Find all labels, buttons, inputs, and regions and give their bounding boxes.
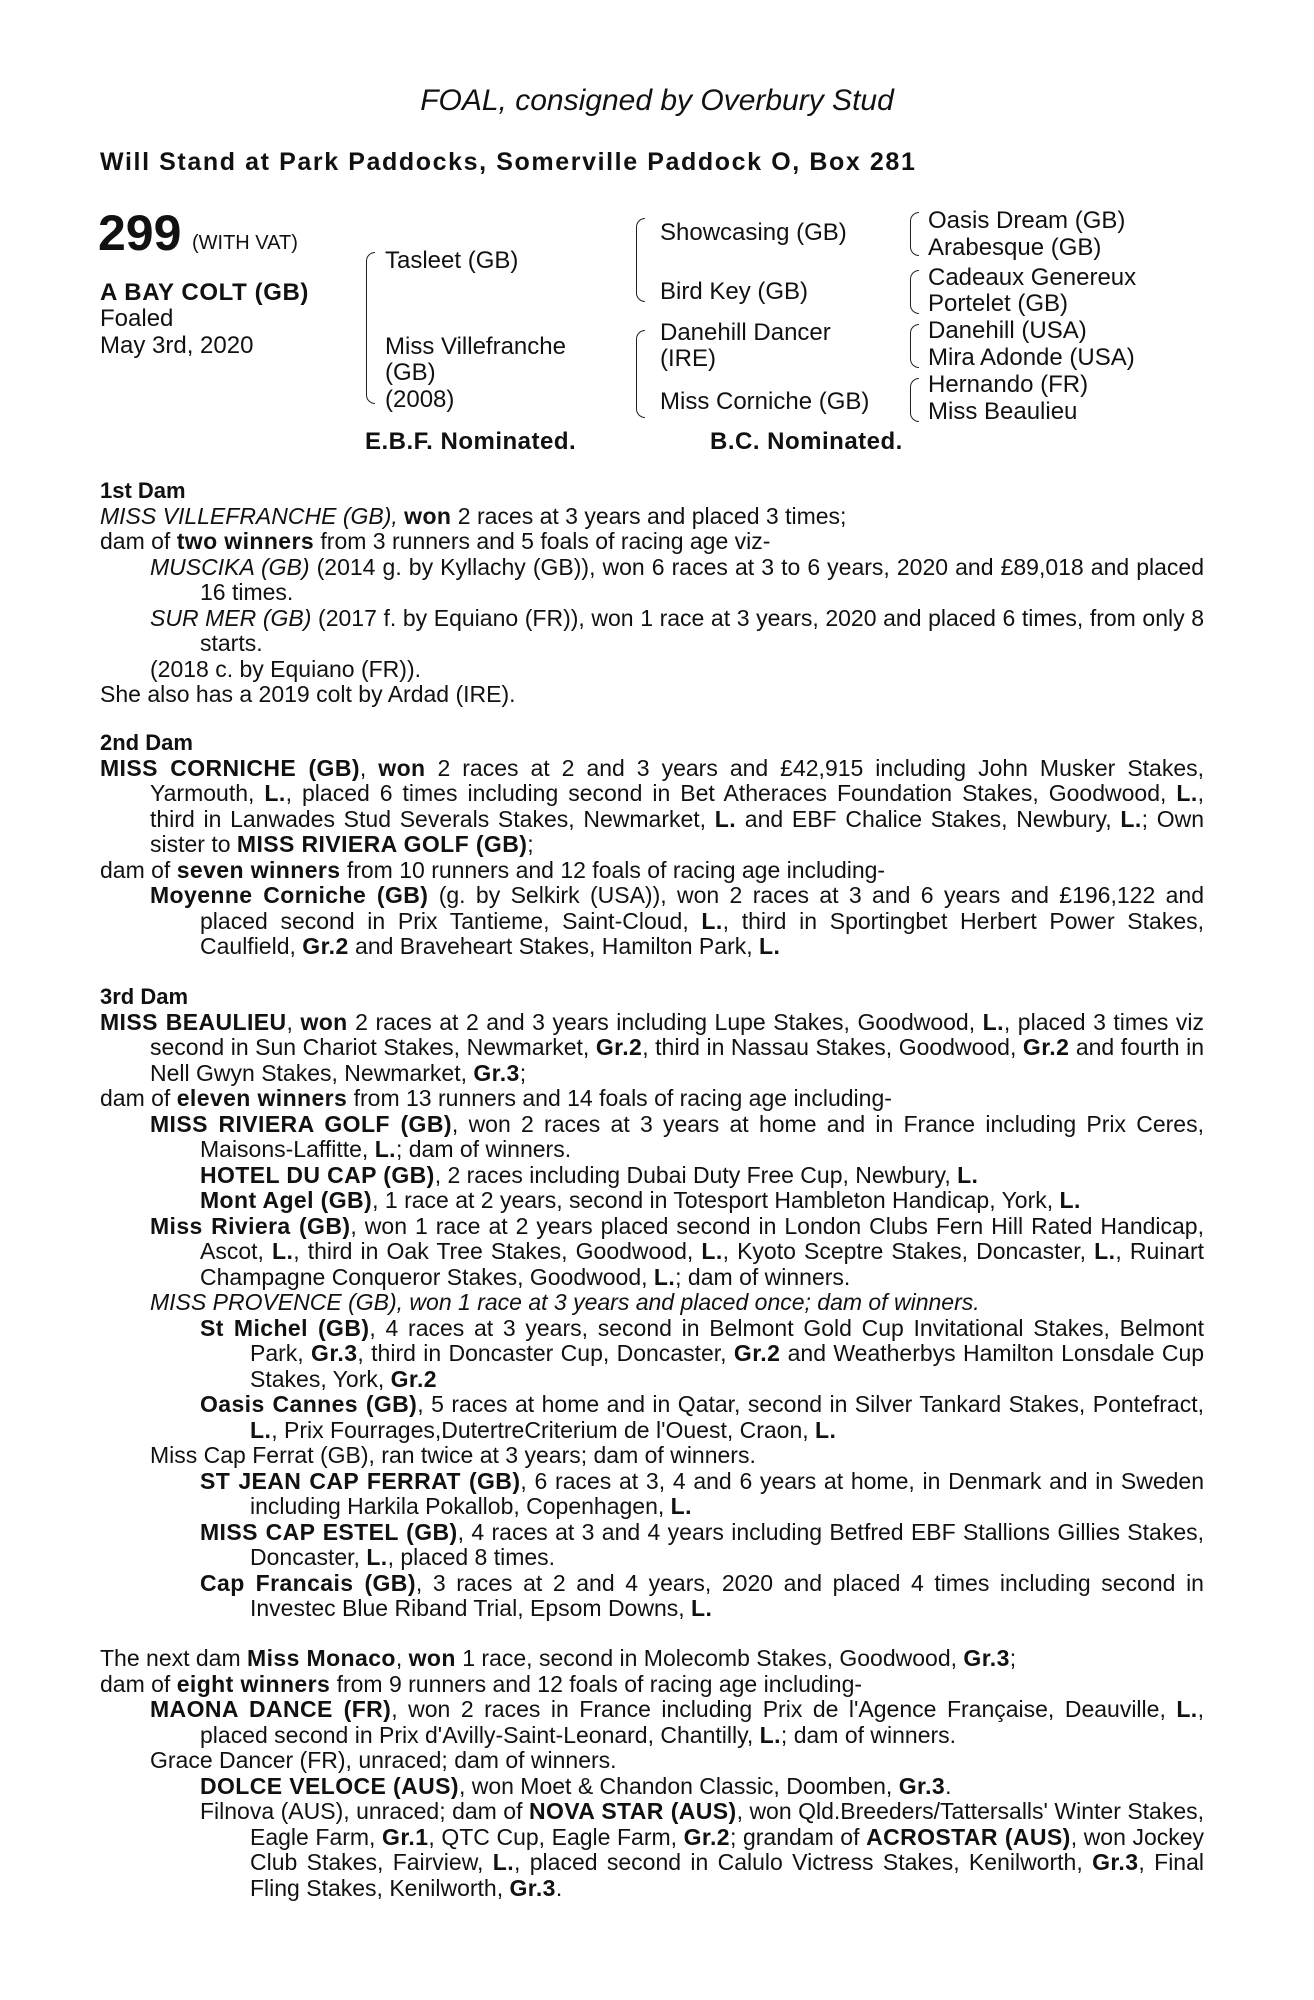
first-dam-heading: 1st Dam xyxy=(100,478,186,503)
produce-entry: DOLCE VELOCE (AUS), won Moet & Chandon Classic, Doomben, Gr.3. xyxy=(200,1772,952,1799)
produce-entry: Cap Francais (GB), 3 races at 2 and 4 years, 2020 and placed 4 times including second in Investec Blue Riband Trial, Epsom Downs, L. xyxy=(200,1569,1204,1621)
produce-entry: MISS PROVENCE (GB), won 1 race at 3 years and placed once; dam of winners. xyxy=(150,1289,980,1315)
catalogue-title: FOAL, consigned by Overbury Stud xyxy=(420,84,894,117)
produce-entry: Grace Dancer (FR), unraced; dam of winners. xyxy=(150,1747,617,1773)
first-dam-section: 1st Dam MISS VILLEFRANCHE (GB), won 2 races at 3 years and placed 3 times; dam of two winners from 3 runners and 5 foals of racing age viz- MUSCIKA (GB) (2014 g. by Kyllachy (GB)), won 6 races at 3 to 6 years, 2020 and £89,018 and placed 16 times. SUR MER (GB) (2017 f. by Equiano (FR)), won 1 race at 3 years, 2020 and placed 6 times, from only 8 starts. (2018 c. by Equiano (FR)). She also has a 2019 colt by Ardad (IRE). xyxy=(100,478,1205,707)
second-dam-section: 2nd Dam MISS CORNICHE (GB), won 2 races at 2 and 3 years and £42,915 including John Musker Stakes, Yarmouth, L., placed 6 times including second in Bet Atheraces Foundation Stakes, Goodwood, L., third in Lanwades Stud Severals Stakes, Newmarket, L. and EBF Chalice Stakes, Newbury, L.; Own sister to MISS RIVIERA GOLF (GB); dam of seven winners from 10 runners and 12 foals of racing age including- Moyenne Corniche (GB) (g. by Selkirk (USA)), won 2 races at 3 and 6 years and £196,122 and placed second in Prix Tantieme, Saint-Cloud, L., third in Sportingbet Herbert Power Stakes, Caulfield, Gr.2 and Braveheart Stakes, Hamilton Park, L. xyxy=(100,730,1205,959)
second-dam-heading: 2nd Dam xyxy=(100,730,193,755)
produce-entry: Moyenne Corniche (GB) (g. by Selkirk (USA)), won 2 races at 3 and 6 years and £196,122 and placed second in Prix Tantieme, Saint-Cloud, L., third in Sportingbet Herbert Power Stakes, Caulfield, Gr.2 and Braveheart Stakes, Hamilton Park, L. xyxy=(150,882,1204,959)
produce-entry: Oasis Cannes (GB), 5 races at home and in Qatar, second in Silver Tankard Stakes, Pontefract, L., Prix Fourrages,DutertreCriterium de l'Ouest, Craon, L. xyxy=(200,1391,1204,1443)
foaled-label: Foaled xyxy=(100,305,174,332)
lot-description: A BAY COLT (GB) xyxy=(100,279,310,306)
pedigree-sd-dam: Portelet (GB) xyxy=(928,290,1069,317)
vat-note: (WITH VAT) xyxy=(192,232,298,254)
pedigree-sire: Tasleet (GB) xyxy=(385,247,519,274)
ebf-nominated: E.B.F. Nominated. xyxy=(365,428,577,455)
pedigree-brace-7 xyxy=(910,378,919,422)
pedigree-brace-1 xyxy=(366,252,375,404)
pedigree-brace-4 xyxy=(910,212,919,256)
first-dam-name: MISS VILLEFRANCHE (GB), xyxy=(100,502,398,529)
foaled-date: May 3rd, 2020 xyxy=(100,332,254,359)
second-dam-name: MISS CORNICHE (GB) xyxy=(100,754,360,781)
bc-nominated: B.C. Nominated. xyxy=(710,428,903,455)
produce-entry: Miss Cap Ferrat (GB), ran twice at 3 years; dam of winners. xyxy=(150,1442,756,1468)
pedigree-brace-6 xyxy=(910,324,919,368)
pedigree-sire-dam: Bird Key (GB) xyxy=(660,278,809,305)
produce-entry: Mont Agel (GB), 1 race at 2 years, second in Totesport Hambleton Handicap, York, L. xyxy=(200,1187,1081,1213)
pedigree-dam-dam: Miss Corniche (GB) xyxy=(660,388,870,415)
pedigree-ss-dam: Arabesque (GB) xyxy=(928,234,1102,261)
third-dam-name: MISS BEAULIEU xyxy=(100,1008,287,1035)
pedigree-ds-sire: Danehill (USA) xyxy=(928,317,1087,344)
lot-number: 299 xyxy=(98,205,182,261)
pedigree-dd-sire: Hernando (FR) xyxy=(928,371,1089,398)
pedigree-ss-sire: Oasis Dream (GB) xyxy=(928,207,1126,234)
produce-entry: MISS CAP ESTEL (GB), 4 races at 3 and 4 years including Betfred EBF Stallions Gillies Stakes, Doncaster, L., placed 8 times. xyxy=(200,1518,1205,1570)
produce-entry: MAONA DANCE (FR), won 2 races in France including Prix de l'Agence Française, Deauville, L., placed second in Prix d'Avilly-Saint-Leonard, Chantilly, L.; dam of winners. xyxy=(150,1696,1204,1748)
next-dam-name: Miss Monaco xyxy=(247,1645,396,1671)
produce-entry: SUR MER (GB) (2017 f. by Equiano (FR)), won 1 race at 3 years, 2020 and placed 6 times, from only 8 starts. xyxy=(150,604,1205,656)
produce-entry: ST JEAN CAP FERRAT (GB), 6 races at 3, 4 and 6 years at home, in Denmark and in Sweden including Harkila Pokallob, Copenhagen, L. xyxy=(200,1467,1205,1519)
pedigree-sd-sire: Cadeaux Genereux xyxy=(928,264,1137,291)
next-dam-section: The next dam Miss Monaco, won 1 race, second in Molecomb Stakes, Goodwood, Gr.3; dam of eight winners from 9 runners and 12 foals of racing age including- MAONA DANCE (FR), won 2 races in France including Prix de l'Agence Française, Deauville, L., placed second in Prix d'Avilly-Saint-Leonard, Chantilly, L.; dam of winners. Grace Dancer (FR), unraced; dam of winners. DOLCE VELOCE (AUS), won Moet & Chandon Classic, Doomben, Gr.3. Filnova (AUS), unraced; dam of NOVA STAR (AUS), won Qld.Breeders/Tattersalls' Winter Stakes, Eagle Farm, Gr.1, QTC Cup, Eagle Farm, Gr.2; grandam of ACROSTAR (AUS), won Jockey Club Stakes, Fairview, L., placed second in Calulo Victress Stakes, Kenilworth, Gr.3, Final Fling Stakes, Kenilworth, Gr.3. xyxy=(100,1645,1205,1901)
produce-entry: Filnova (AUS), unraced; dam of NOVA STAR (AUS), won Qld.Breeders/Tattersalls' Winter Stakes, Eagle Farm, Gr.1, QTC Cup, Eagle Farm, Gr.2; grandam of ACROSTAR (AUS), won Jockey Club Stakes, Fairview, L., placed second in Calulo Victress Stakes, Kenilworth, Gr.3, Final Fling Stakes, Kenilworth, Gr.3. xyxy=(200,1798,1205,1901)
pedigree-brace-3 xyxy=(636,330,645,418)
pedigree-ds-dam: Mira Adonde (USA) xyxy=(928,344,1135,371)
also-note: She also has a 2019 colt by Ardad (IRE). xyxy=(100,681,516,707)
pedigree-dam-sire-line2: (IRE) xyxy=(660,345,716,372)
produce-entry: HOTEL DU CAP (GB), 2 races including Dubai Duty Free Cup, Newbury, L. xyxy=(200,1161,979,1188)
third-dam-section: 3rd Dam MISS BEAULIEU, won 2 races at 2 and 3 years including Lupe Stakes, Goodwood, L., placed 3 times viz second in Sun Chariot Stakes, Newmarket, Gr.2, third in Nassau Stakes, Goodwood, Gr.2 and fourth in Nell Gwyn Stakes, Newmarket, Gr.3; dam of eleven winners from 13 runners and 14 foals of racing age including- MISS RIVIERA GOLF (GB), won 2 races at 3 years at home and in France including Prix Ceres, Maisons-Laffitte, L.; dam of winners. HOTEL DU CAP (GB), 2 races including Dubai Duty Free Cup, Newbury, L. Mont Agel (GB), 1 race at 2 years, second in Totesport Hambleton Handicap, York, L. Miss Riviera (GB), won 1 race at 2 years placed second in London Clubs Fern Hill Rated Handicap, Ascot, L., third in Oak Tree Stakes, Goodwood, L., Kyoto Sceptre Stakes, Doncaster, L., Ruinart Champagne Conqueror Stakes, Goodwood, L.; dam of winners. MISS PROVENCE (GB), won 1 race at 3 years and placed once; dam of winners. St Michel (GB), 4 races at 3 years, second in Belmont Gold Cup Invitational Stakes, Belmont Park, Gr.3, third in Doncaster Cup, Doncaster, Gr.2 and Weatherbys Hamilton Lonsdale Cup Stakes, York, Gr.2 Oasis Cannes (GB), 5 races at home and in Qatar, second in Silver Tankard Stakes, Pontefract, L., Prix Fourrages,DutertreCriterium de l'Ouest, Craon, L. Miss Cap Ferrat (GB), ran twice at 3 years; dam of winners. ST JEAN CAP FERRAT (GB), 6 races at 3, 4 and 6 years at home, in Denmark and in Sweden including Harkila Pokallob, Copenhagen, L. MISS CAP ESTEL (GB), 4 races at 3 and 4 years including Betfred EBF Stallions Gillies Stakes, Doncaster, L., placed 8 times. Cap Francais (GB), 3 races at 2 and 4 years, 2020 and placed 4 times including second in Investec Blue Riband Trial, Epsom Downs, L. xyxy=(100,984,1205,1621)
pedigree-sire-sire: Showcasing (GB) xyxy=(660,219,847,246)
produce-entry: St Michel (GB), 4 races at 3 years, second in Belmont Gold Cup Invitational Stakes, Belmont Park, Gr.3, third in Doncaster Cup, Doncaster, Gr.2 and Weatherbys Hamilton Lonsdale Cup Stakes, York, Gr.2 xyxy=(200,1314,1205,1392)
pedigree-brace-5 xyxy=(910,270,919,314)
produce-entry: Miss Riviera (GB), won 1 race at 2 years placed second in London Clubs Fern Hill Rated Handicap, Ascot, L., third in Oak Tree Stakes, Goodwood, L., Kyoto Sceptre Stakes, Doncaster, L., Ruinart Champagne Conqueror Stakes, Goodwood, L.; dam of winners. xyxy=(150,1212,1205,1290)
pedigree-dam-sire-line1: Danehill Dancer xyxy=(660,319,831,346)
pedigree-dam-line3: (2008) xyxy=(385,386,455,413)
pedigree-dam-line2: (GB) xyxy=(385,359,436,386)
stable-location: Will Stand at Park Paddocks, Somerville Paddock O, Box 281 xyxy=(100,148,917,176)
pedigree-dam-line1: Miss Villefranche xyxy=(385,333,566,360)
pedigree-dd-dam: Miss Beaulieu xyxy=(928,398,1078,425)
third-dam-heading: 3rd Dam xyxy=(100,984,189,1009)
produce-entry: (2018 c. by Equiano (FR)). xyxy=(150,655,422,682)
pedigree-brace-2 xyxy=(636,218,645,302)
produce-entry: MISS RIVIERA GOLF (GB), won 2 races at 3 years at home and in France including Prix Ceres, Maisons-Laffitte, L.; dam of winners. xyxy=(150,1110,1204,1162)
produce-entry: MUSCIKA (GB) (2014 g. by Kyllachy (GB)), won 6 races at 3 to 6 years, 2020 and £89,018 and placed 16 times. xyxy=(150,553,1204,605)
